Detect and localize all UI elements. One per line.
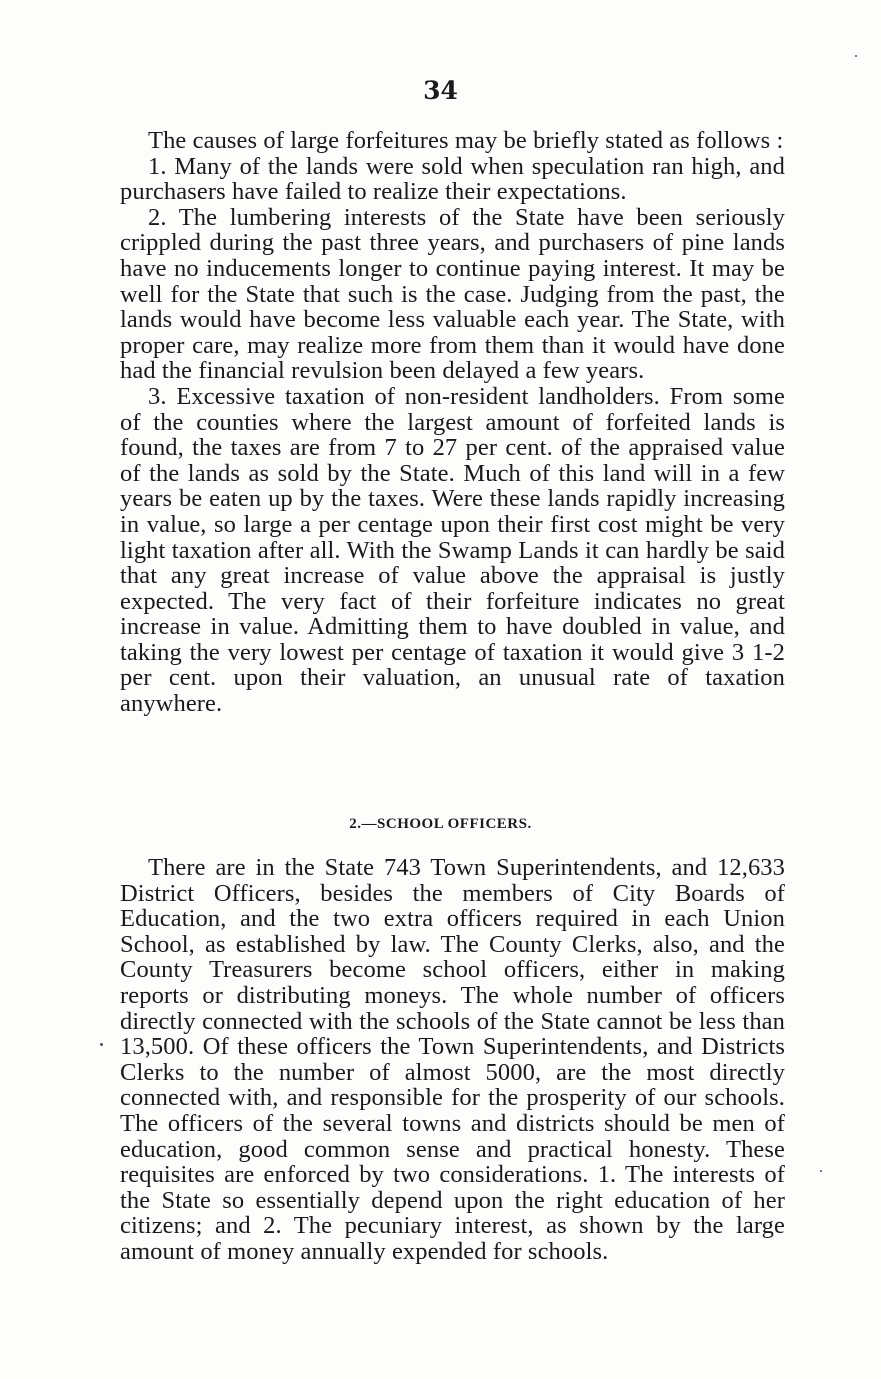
paragraph-cause-3: 3. Excessive taxation of non-resident landholders. From some of the counties where the largest amount of forfeited lands is found, the taxes are from 7 to 27 per cent. of the appraised value of the lands as sold by the State. Much of this land will in a few years be eaten up by the taxes. Were these lands rapidly increasing in value, so large a per centage upon their first cost might be very light taxation after all. With the Swamp Lands it can hardly be said that any great increase of value above the appraisal is justly expected. The very fact of their forfeiture indicates no great increase in value. Admitting them to have doubled in value, and taking the very lowest per centage of taxation it would give 3 1-2 per cent. upon their valuation, an unusual rate of taxation anywhere. — [120, 382, 785, 718]
section-school-officers — [120, 855, 785, 1265]
section-forfeitures — [120, 128, 785, 717]
paragraph-cause-2: 2. The lumbering interests of the State have been seriously crippled during the past three years, and purchasers of pine lands have no inducements longer to continue paying interest. It may be well for the State that such is the case. Judging from the past, the lands would have become less valuable each year. The State, with proper care, may realize more from them than it would have done had the financial revulsion been delayed a few years. — [120, 203, 785, 385]
paragraph-cause-1: 1. Many of the lands were sold when speculation ran high, and purchasers have failed to realize their expectations. — [120, 152, 785, 206]
page-number: 34 — [423, 76, 458, 105]
print-speck — [855, 55, 857, 57]
print-speck — [100, 1043, 103, 1046]
section-heading-school-officers: 2.—SCHOOL OFFICERS. — [349, 816, 532, 832]
print-speck — [820, 1170, 822, 1172]
paragraph-intro: The causes of large forfeitures may be briefly stated as follows : — [148, 127, 784, 154]
paragraph-school-officers: There are in the State 743 Town Superintendents, and 12,633 District Officers, besides the members of City Boards of Education, and the two extra officers required in each Union School, as established by law. The County Clerks, also, and the County Treasurers become school officers, either in making reports or distributing moneys. The whole number of officers directly connected with the schools of the State cannot be less than 13,500. Of these officers the Town Superintendents, and Districts Clerks to the number of almost 5000, are the most directly connected with, and responsible for the prosperity of our schools. The officers of the several towns and districts should be men of education, good common sense and practical honesty. These requisites are enforced by two considerations. 1. The interests of the State so essentially depend upon the right education of her citizens; and 2. The pecuniary interest, as shown by the large amount of money annually expended for schools. — [120, 854, 785, 1265]
